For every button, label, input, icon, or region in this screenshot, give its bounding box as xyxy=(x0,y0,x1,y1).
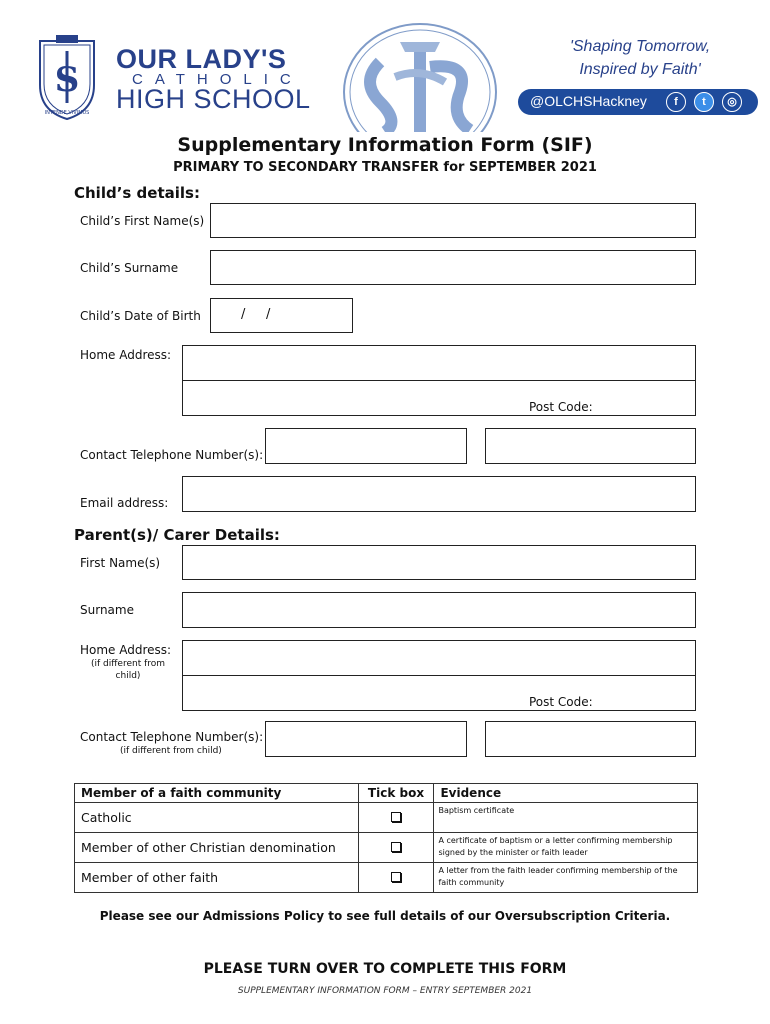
evidence-catholic: Baptism certificate xyxy=(434,803,698,833)
parent-phone-note: (if different from child) xyxy=(120,746,222,756)
tick-checkbox-catholic[interactable] xyxy=(391,812,401,822)
child-phone-field-1[interactable] xyxy=(265,428,467,464)
parent-first-name-label: First Name(s) xyxy=(80,556,161,570)
monogram-logo xyxy=(340,22,500,132)
form-subtitle: PRIMARY TO SECONDARY TRANSFER for SEPTEMBER 2021 xyxy=(173,160,597,175)
turn-over-note: PLEASE TURN OVER TO COMPLETE THIS FORM xyxy=(203,961,567,977)
child-email-field[interactable] xyxy=(182,476,696,512)
parent-phone-field-2[interactable] xyxy=(485,721,696,757)
parent-phone-field-1[interactable] xyxy=(265,721,467,757)
child-email-label: Email address: xyxy=(80,496,169,510)
instagram-icon[interactable]: ◎ xyxy=(722,92,742,112)
faith-label-other: Member of other faith xyxy=(75,863,359,893)
faith-community-table xyxy=(74,783,698,893)
table-row xyxy=(75,803,698,833)
parent-first-name-field[interactable] xyxy=(182,545,696,580)
child-phone-label: Contact Telephone Number(s): xyxy=(80,448,264,462)
child-postcode-label: Post Code: xyxy=(529,400,593,414)
child-first-name-label: Child’s First Name(s) xyxy=(80,214,205,228)
school-name-line2: CATHOLIC xyxy=(132,71,303,88)
child-dob-label: Child’s Date of Birth xyxy=(80,309,201,323)
child-address-field[interactable] xyxy=(182,345,696,416)
school-name-line3: HIGH SCHOOL xyxy=(116,84,311,114)
parent-surname-field[interactable] xyxy=(182,592,696,628)
table-row xyxy=(75,863,698,893)
social-bar xyxy=(518,89,758,115)
parent-surname-label: Surname xyxy=(80,603,134,617)
school-name-line1: OUR LADY'S xyxy=(116,44,287,74)
table-row xyxy=(75,833,698,863)
faith-label-catholic: Catholic xyxy=(75,803,359,833)
social-handle[interactable]: @OLCHSHackney xyxy=(530,93,647,109)
tagline-line2: Inspired by Faith' xyxy=(579,61,701,78)
parent-address-label: Home Address: xyxy=(80,643,172,657)
child-surname-label: Child’s Surname xyxy=(80,261,179,275)
faith-label-christian: Member of other Christian denomination xyxy=(75,833,359,863)
tagline-line1: 'Shaping Tomorrow, xyxy=(569,38,711,55)
parent-phone-label: Contact Telephone Number(s): xyxy=(80,730,264,744)
evidence-christian: A certificate of baptism or a letter confirming membership signed by the minister or faith leader xyxy=(434,833,698,863)
form-title: Supplementary Information Form (SIF) xyxy=(177,134,593,156)
child-phone-field-2[interactable] xyxy=(485,428,696,464)
crest-motto: INTENDE VIVIMUS xyxy=(44,110,90,116)
child-surname-field[interactable] xyxy=(210,250,696,285)
child-address-label: Home Address: xyxy=(80,348,172,362)
tick-checkbox-christian[interactable] xyxy=(391,842,401,852)
child-first-name-field[interactable] xyxy=(210,203,696,238)
svg-text:S: S xyxy=(54,60,80,100)
table-header-tick: Tick box xyxy=(358,784,434,803)
twitter-icon[interactable]: t xyxy=(694,92,714,112)
parent-postcode-label: Post Code: xyxy=(529,695,593,709)
evidence-other-faith: A letter from the faith leader confirming membership of the faith community xyxy=(434,863,698,893)
parent-address-note: (if different from child) xyxy=(90,659,166,681)
child-section-heading: Child’s details: xyxy=(74,184,200,202)
tick-checkbox-other-faith[interactable] xyxy=(391,872,401,882)
facebook-icon[interactable]: f xyxy=(666,92,686,112)
policy-note: Please see our Admissions Policy to see full details of our Oversubscription Criteria. xyxy=(99,909,671,923)
page-footer: SUPPLEMENTARY INFORMATION FORM – ENTRY SEPTEMBER 2021 xyxy=(237,986,533,996)
dob-separators: / / xyxy=(241,307,271,322)
table-header-evidence: Evidence xyxy=(434,784,698,803)
parent-address-field[interactable] xyxy=(182,640,696,711)
table-header-faith: Member of a faith community xyxy=(75,784,359,803)
child-dob-field[interactable] xyxy=(210,298,353,333)
parent-section-heading: Parent(s)/ Carer Details: xyxy=(74,526,280,544)
